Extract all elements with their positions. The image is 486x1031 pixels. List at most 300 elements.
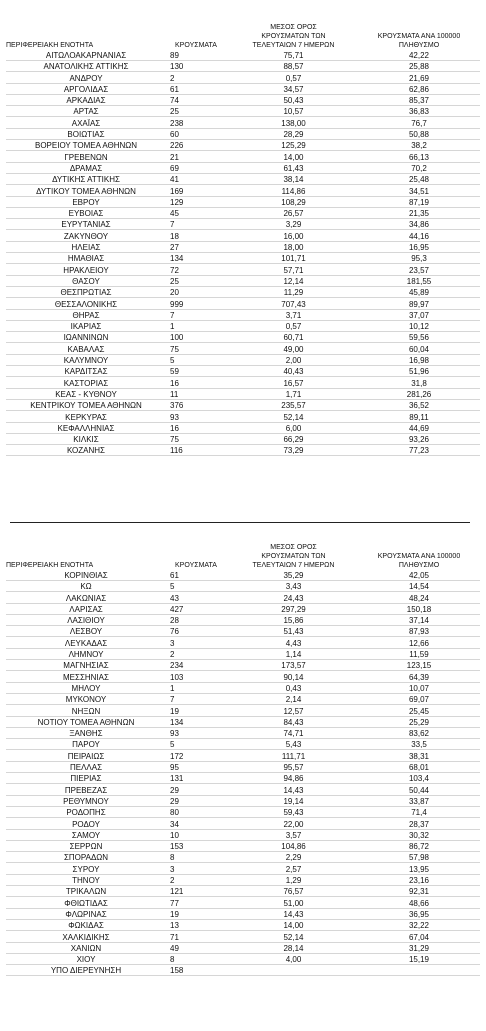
cell-per-100000: 60,04 xyxy=(408,344,430,354)
table-row xyxy=(6,400,480,411)
cell-cases: 2 xyxy=(170,650,175,660)
cell-cases: 19 xyxy=(170,706,179,716)
cell-per-100000: 123,15 xyxy=(406,661,432,671)
cell-cases: 234 xyxy=(170,661,184,671)
cell-per-100000: 68,01 xyxy=(408,763,430,773)
table-row xyxy=(6,796,480,807)
table-row xyxy=(6,106,480,117)
cell-7day-average: 57,71 xyxy=(283,265,304,275)
cell-region: ΛΕΣΒΟΥ xyxy=(69,627,103,637)
table-row xyxy=(6,751,480,762)
cell-cases: 7 xyxy=(170,220,175,230)
cell-7day-average: 4,00 xyxy=(285,955,302,965)
header-region: ΠΕΡΙΦΕΡΕΙΑΚΗ ΕΝΟΤΗΤΑ xyxy=(6,42,94,49)
cell-per-100000: 25,88 xyxy=(408,62,430,72)
cell-region: ΝΗΞΩΝ xyxy=(71,706,101,716)
cell-7day-average: 3,71 xyxy=(285,310,302,320)
cell-7day-average: 6,00 xyxy=(285,423,302,433)
table-row xyxy=(6,332,480,343)
table-row xyxy=(6,604,480,615)
table-row xyxy=(6,581,480,592)
table-row xyxy=(6,954,480,965)
table-row xyxy=(6,118,480,129)
cell-region: ΒΟΡΕΙΟΥ ΤΟΜΕΑ ΑΘΗΝΩΝ xyxy=(34,141,138,151)
cell-per-100000: 50,88 xyxy=(408,130,430,140)
cell-cases: 28 xyxy=(170,616,179,626)
cell-per-100000: 66,13 xyxy=(408,152,430,162)
cell-region: ΚΩ xyxy=(80,582,92,592)
cell-per-100000: 42,05 xyxy=(408,571,430,580)
cell-per-100000: 57,98 xyxy=(408,853,430,863)
table-row xyxy=(6,321,480,332)
table-row xyxy=(6,412,480,423)
table-row xyxy=(6,389,480,400)
cell-7day-average: 2,57 xyxy=(285,864,302,874)
cell-per-100000: 25,48 xyxy=(408,175,430,185)
table-row xyxy=(6,638,480,649)
cell-cases: 19 xyxy=(170,909,179,919)
cell-region: ΔΡΑΜΑΣ xyxy=(69,163,103,173)
cell-region: ΑΝΔΡΟΥ xyxy=(69,73,103,83)
table-row xyxy=(6,852,480,863)
cell-per-100000: 37,14 xyxy=(408,616,430,626)
cell-7day-average: 173,57 xyxy=(281,661,306,671)
cell-region: ΔΥΤΙΚΟΥ ΤΟΜΕΑ ΑΘΗΝΩΝ xyxy=(36,186,136,196)
cell-7day-average: 18,00 xyxy=(283,243,304,253)
cell-cases: 61 xyxy=(170,84,179,94)
table-row xyxy=(6,445,480,456)
cell-cases: 93 xyxy=(170,729,179,739)
cell-cases: 13 xyxy=(170,921,179,931)
cell-7day-average: 2,29 xyxy=(285,853,302,863)
cell-per-100000: 14,54 xyxy=(408,582,430,592)
cell-per-100000: 93,26 xyxy=(408,435,430,445)
table-row xyxy=(6,886,480,897)
cell-region: ΚΑΣΤΟΡΙΑΣ xyxy=(63,378,109,388)
cell-region: ΠΙΕΡΙΑΣ xyxy=(70,774,102,784)
cell-per-100000: 37,07 xyxy=(408,310,430,320)
header-7day-average: ΜΕΣΟΣ ΟΡΟΣ ΚΡΟΥΣΜΑΤΩΝ ΤΩΝ ΤΕΛΕΥΤΑΙΩΝ 7 ΗΜΕΡΩΝ xyxy=(252,24,335,49)
cell-7day-average: 5,43 xyxy=(285,740,302,750)
table-row xyxy=(6,265,480,276)
cell-region: ΕΒΡΟΥ xyxy=(72,197,100,207)
cell-cases: 74 xyxy=(170,96,179,106)
cell-region: ΚΑΡΔΙΤΣΑΣ xyxy=(64,367,108,377)
cell-per-100000: 86,72 xyxy=(408,842,430,852)
cell-7day-average: 2,14 xyxy=(285,695,302,705)
cell-per-100000: 103,4 xyxy=(408,774,430,784)
cell-region: ΘΕΣΠΡΩΤΙΑΣ xyxy=(60,288,112,298)
cell-per-100000: 23,57 xyxy=(408,265,430,275)
cell-cases: 69 xyxy=(170,163,179,173)
cell-7day-average: 14,00 xyxy=(283,152,304,162)
cell-cases: 3 xyxy=(170,864,175,874)
table-row xyxy=(6,615,480,626)
cell-7day-average: 95,57 xyxy=(283,763,304,773)
cell-per-100000: 10,12 xyxy=(408,322,430,332)
table-row xyxy=(6,231,480,242)
cell-cases: 29 xyxy=(170,785,179,795)
cell-7day-average: 38,14 xyxy=(283,175,304,185)
cell-per-100000: 33,87 xyxy=(408,796,430,806)
table-row xyxy=(6,649,480,660)
cell-7day-average: 26,57 xyxy=(283,209,304,219)
cell-per-100000: 31,29 xyxy=(408,943,430,953)
cell-7day-average: 14,43 xyxy=(283,909,304,919)
cell-7day-average: 51,43 xyxy=(283,627,304,637)
table-1 xyxy=(6,8,480,457)
cell-cases: 77 xyxy=(170,898,179,908)
cell-per-100000: 13,95 xyxy=(408,864,430,874)
table-row xyxy=(6,276,480,287)
cell-7day-average: 50,43 xyxy=(283,96,304,106)
table-row xyxy=(6,242,480,253)
cell-per-100000: 76,7 xyxy=(411,118,427,128)
cell-cases: 27 xyxy=(170,243,179,253)
cell-region: ΜΑΓΝΗΣΙΑΣ xyxy=(63,661,109,671)
cell-7day-average: 125,29 xyxy=(281,141,306,151)
table-row xyxy=(6,909,480,920)
cell-7day-average: 76,57 xyxy=(283,887,304,897)
cell-per-100000: 83,62 xyxy=(408,729,430,739)
table-row xyxy=(6,717,480,728)
cell-cases: 18 xyxy=(170,231,179,241)
cell-region: ΦΩΚΙΔΑΣ xyxy=(68,921,104,931)
cell-7day-average: 12,57 xyxy=(283,706,304,716)
table-row xyxy=(6,434,480,445)
table-row xyxy=(6,898,480,909)
cell-per-100000: 16,95 xyxy=(408,243,430,253)
cell-region: ΙΚΑΡΙΑΣ xyxy=(70,322,102,332)
cell-region: ΚΕΦΑΛΛΗΝΙΑΣ xyxy=(57,423,115,433)
cell-7day-average: 104,86 xyxy=(281,842,306,852)
cell-7day-average: 90,14 xyxy=(283,672,304,682)
cell-per-100000: 281,26 xyxy=(406,389,432,399)
table-row xyxy=(6,841,480,852)
cell-7day-average: 28,29 xyxy=(283,130,304,140)
table-row xyxy=(6,310,480,321)
table-row xyxy=(6,773,480,784)
cell-per-100000: 31,8 xyxy=(411,378,427,388)
cell-per-100000: 89,11 xyxy=(409,412,429,422)
table-row xyxy=(6,140,480,151)
cell-region: ΚΟΡΙΝΘΙΑΣ xyxy=(64,571,108,580)
cell-cases: 134 xyxy=(170,254,184,264)
cell-cases: 29 xyxy=(170,796,179,806)
cell-per-100000: 33,5 xyxy=(411,740,427,750)
table-row xyxy=(6,186,480,197)
cell-7day-average: 0,57 xyxy=(285,322,302,332)
cell-per-100000: 89,97 xyxy=(408,299,430,309)
cell-per-100000: 71,4 xyxy=(411,808,427,818)
cell-cases: 89 xyxy=(170,51,179,60)
cell-per-100000: 44,16 xyxy=(408,231,430,241)
cell-cases: 16 xyxy=(170,378,179,388)
cell-cases: 71 xyxy=(170,932,179,942)
cell-cases: 1 xyxy=(170,322,175,332)
cell-region: ΗΜΑΘΙΑΣ xyxy=(67,254,105,264)
cell-region: ΚΕΑΣ - ΚΥΘΝΟΥ xyxy=(55,389,117,399)
cell-cases: 80 xyxy=(170,808,179,818)
cell-per-100000: 64,39 xyxy=(408,672,430,682)
cell-7day-average: 16,00 xyxy=(283,231,304,241)
cell-7day-average: 74,71 xyxy=(283,729,304,739)
cell-cases: 2 xyxy=(170,73,175,83)
table-row xyxy=(6,830,480,841)
table-row xyxy=(6,570,480,581)
cell-cases: 131 xyxy=(170,774,184,784)
cell-7day-average: 111,71 xyxy=(281,751,306,761)
cell-region: ΑΧΑΪΑΣ xyxy=(71,118,101,128)
cell-7day-average: 0,43 xyxy=(285,683,302,693)
table-row xyxy=(6,253,480,264)
cell-cases: 172 xyxy=(170,751,184,761)
cell-region: ΘΑΣΟΥ xyxy=(72,276,100,286)
cell-cases: 25 xyxy=(170,276,179,286)
cell-7day-average: 49,00 xyxy=(283,344,304,354)
cell-per-100000: 38,2 xyxy=(411,141,427,151)
cell-region: ΔΥΤΙΚΗΣ ΑΤΤΙΚΗΣ xyxy=(52,175,120,185)
cell-7day-average: 22,00 xyxy=(283,819,304,829)
cell-region: ΣΥΡΟΥ xyxy=(72,864,100,874)
cell-7day-average: 1,14 xyxy=(285,650,302,660)
cell-region: ΣΕΡΡΩΝ xyxy=(69,842,103,852)
cell-per-100000: 36,52 xyxy=(408,401,430,411)
cell-region: ΘΕΣΣΑΛΟΝΙΚΗΣ xyxy=(54,299,118,309)
cell-cases: 158 xyxy=(170,966,184,976)
table-row xyxy=(6,920,480,931)
cell-per-100000: 25,29 xyxy=(408,717,430,727)
row-divider xyxy=(6,975,480,976)
cell-cases: 7 xyxy=(170,695,175,705)
cell-cases: 5 xyxy=(170,356,175,366)
cell-per-100000: 50,44 xyxy=(408,785,430,795)
table-row xyxy=(6,152,480,163)
section-divider xyxy=(10,522,470,523)
cell-7day-average: 0,57 xyxy=(285,73,302,83)
cell-per-100000: 95,3 xyxy=(411,254,427,264)
cell-per-100000: 44,69 xyxy=(408,423,430,433)
cell-region: ΑΡΚΑΔΙΑΣ xyxy=(66,96,106,106)
cell-region: ΜΗΛΟΥ xyxy=(71,683,101,693)
table-2 xyxy=(6,536,480,977)
cell-per-100000: 11,59 xyxy=(409,650,429,660)
cell-region: ΕΥΡΥΤΑΝΙΑΣ xyxy=(61,220,111,230)
table-row xyxy=(6,95,480,106)
cell-region: ΧΙΟΥ xyxy=(76,955,96,965)
cell-7day-average: 73,29 xyxy=(283,446,304,456)
cell-per-100000: 87,19 xyxy=(408,197,430,207)
cell-per-100000: 32,22 xyxy=(408,921,430,931)
cell-per-100000: 85,37 xyxy=(408,96,430,106)
cell-7day-average: 3,29 xyxy=(285,220,302,230)
cell-region: ΚΟΖΑΝΗΣ xyxy=(66,446,106,456)
cell-7day-average: 114,86 xyxy=(281,186,306,196)
table-2-header xyxy=(6,536,480,570)
cell-7day-average: 94,86 xyxy=(283,774,304,784)
cell-region: ΠΕΛΛΑΣ xyxy=(69,763,103,773)
cell-7day-average: 108,29 xyxy=(281,197,306,207)
row-divider xyxy=(6,455,480,456)
cell-cases: 45 xyxy=(170,209,179,219)
cell-7day-average: 60,71 xyxy=(283,333,304,343)
cell-region: ΥΠΟ ΔΙΕΡΕΥΝΗΣΗ xyxy=(50,966,122,976)
table-1-body xyxy=(6,50,480,457)
cell-region: ΚΕΡΚΥΡΑΣ xyxy=(65,412,107,422)
cell-region: ΣΑΜΟΥ xyxy=(71,830,101,840)
cell-region: ΝΟΤΙΟΥ ΤΟΜΕΑ ΑΘΗΝΩΝ xyxy=(37,717,135,727)
cell-per-100000: 42,22 xyxy=(408,51,430,60)
table-row xyxy=(6,355,480,366)
cell-per-100000: 21,69 xyxy=(408,73,430,83)
cell-cases: 8 xyxy=(170,853,175,863)
cell-per-100000: 70,2 xyxy=(411,163,427,173)
cell-7day-average: 3,43 xyxy=(285,582,302,592)
cell-per-100000: 34,86 xyxy=(408,220,430,230)
cell-cases: 75 xyxy=(170,344,179,354)
cell-region: ΤΗΝΟΥ xyxy=(72,876,100,886)
cell-cases: 376 xyxy=(170,401,184,411)
cell-cases: 1 xyxy=(170,683,175,693)
cell-cases: 76 xyxy=(170,627,179,637)
table-row xyxy=(6,965,480,976)
cell-7day-average: 35,29 xyxy=(283,571,304,580)
cell-region: ΛΑΡΙΣΑΣ xyxy=(69,604,103,614)
cell-region: ΦΛΩΡΙΝΑΣ xyxy=(65,909,107,919)
cell-region: ΑΝΑΤΟΛΙΚΗΣ ΑΤΤΙΚΗΣ xyxy=(43,62,129,72)
table-row xyxy=(6,762,480,773)
cell-per-100000: 77,23 xyxy=(408,446,430,456)
header-region: ΠΕΡΙΦΕΡΕΙΑΚΗ ΕΝΟΤΗΤΑ xyxy=(6,562,94,569)
cell-7day-average: 59,43 xyxy=(283,808,304,818)
cell-cases: 169 xyxy=(170,186,184,196)
table-row xyxy=(6,208,480,219)
table-row xyxy=(6,344,480,355)
cell-7day-average: 28,14 xyxy=(283,943,304,953)
cell-per-100000: 23,16 xyxy=(408,876,430,886)
cell-cases: 11 xyxy=(170,389,179,399)
cell-7day-average: 3,57 xyxy=(285,830,302,840)
cell-per-100000: 87,93 xyxy=(408,627,430,637)
cell-per-100000: 12,66 xyxy=(408,638,430,648)
cell-region: ΠΕΙΡΑΙΩΣ xyxy=(67,751,105,761)
table-row xyxy=(6,299,480,310)
cell-cases: 75 xyxy=(170,435,179,445)
table-row xyxy=(6,864,480,875)
cell-per-100000: 48,66 xyxy=(408,898,430,908)
header-cases: ΚΡΟΥΣΜΑΤΑ xyxy=(175,562,217,569)
table-row xyxy=(6,593,480,604)
table-row xyxy=(6,197,480,208)
cell-per-100000: 36,83 xyxy=(408,107,430,117)
cell-7day-average: 16,57 xyxy=(283,378,304,388)
cell-cases: 130 xyxy=(170,62,184,72)
cell-region: ΘΗΡΑΣ xyxy=(72,310,100,320)
cell-region: ΡΟΔΟΠΗΣ xyxy=(66,808,106,818)
cell-per-100000: 16,98 xyxy=(408,356,430,366)
cell-7day-average: 14,43 xyxy=(283,785,304,795)
table-row xyxy=(6,73,480,84)
table-row xyxy=(6,219,480,230)
cell-7day-average: 12,14 xyxy=(283,276,304,286)
cell-region: ΡΟΔΟΥ xyxy=(72,819,100,829)
cell-per-100000: 48,24 xyxy=(408,593,430,603)
cell-per-100000: 45,89 xyxy=(408,288,430,298)
cell-7day-average: 1,29 xyxy=(285,876,302,886)
cell-7day-average: 10,57 xyxy=(283,107,304,117)
cell-region: ΕΥΒΟΙΑΣ xyxy=(68,209,104,219)
cell-per-100000: 10,07 xyxy=(408,683,430,693)
cell-per-100000: 28,37 xyxy=(408,819,430,829)
cell-cases: 100 xyxy=(170,333,184,343)
cell-7day-average: 84,43 xyxy=(283,717,304,727)
cell-cases: 153 xyxy=(170,842,184,852)
cell-7day-average: 75,71 xyxy=(283,51,304,60)
cell-cases: 427 xyxy=(170,604,184,614)
cell-cases: 72 xyxy=(170,265,179,275)
header-cases-per-100000: ΚΡΟΥΣΜΑΤΑ ΑΝΑ 100000 ΠΛΗΘΥΣΜΟ xyxy=(377,33,461,49)
table-row xyxy=(6,50,480,61)
cell-cases: 103 xyxy=(170,672,184,682)
cell-per-100000: 92,31 xyxy=(408,887,430,897)
cell-cases: 8 xyxy=(170,955,175,965)
table-row xyxy=(6,129,480,140)
cell-7day-average: 297,29 xyxy=(281,604,306,614)
cell-per-100000: 25,45 xyxy=(408,706,430,716)
cell-cases: 226 xyxy=(170,141,184,151)
cell-cases: 61 xyxy=(170,571,179,580)
cell-cases: 93 xyxy=(170,412,179,422)
cell-region: ΗΛΕΙΑΣ xyxy=(71,243,101,253)
table-row xyxy=(6,672,480,683)
cell-7day-average: 101,71 xyxy=(281,254,306,264)
cell-cases: 60 xyxy=(170,130,179,140)
cell-cases: 5 xyxy=(170,582,175,592)
cell-region: ΛΕΥΚΑΔΑΣ xyxy=(64,638,108,648)
table-row xyxy=(6,163,480,174)
cell-cases: 43 xyxy=(170,593,179,603)
cell-7day-average: 15,86 xyxy=(283,616,304,626)
cell-7day-average: 11,29 xyxy=(283,288,304,298)
cell-7day-average: 4,43 xyxy=(285,638,302,648)
cell-cases: 59 xyxy=(170,367,179,377)
cell-per-100000: 36,95 xyxy=(408,909,430,919)
cell-cases: 21 xyxy=(170,152,179,162)
table-row xyxy=(6,785,480,796)
cell-region: ΧΑΛΚΙΔΙΚΗΣ xyxy=(62,932,110,942)
cell-7day-average: 235,57 xyxy=(281,401,306,411)
cell-region: ΒΟΙΩΤΙΑΣ xyxy=(67,130,105,140)
cell-region: ΦΘΙΩΤΙΔΑΣ xyxy=(64,898,108,908)
cell-7day-average: 707,43 xyxy=(281,299,306,309)
cell-region: ΖΑΚΥΝΘΟΥ xyxy=(63,231,109,241)
cell-region: ΣΠΟΡΑΔΩΝ xyxy=(63,853,109,863)
cell-cases: 49 xyxy=(170,943,179,953)
cell-region: ΜΥΚΟΝΟΥ xyxy=(65,695,107,705)
cell-per-100000: 150,18 xyxy=(406,604,432,614)
cell-cases: 121 xyxy=(170,887,184,897)
cell-cases: 41 xyxy=(170,175,179,185)
cell-cases: 25 xyxy=(170,107,179,117)
cell-region: ΤΡΙΚΑΛΩΝ xyxy=(65,887,107,897)
cell-7day-average: 138,00 xyxy=(281,118,306,128)
cell-region: ΧΑΝΙΩΝ xyxy=(70,943,102,953)
cell-region: ΛΑΣΙΘΙΟΥ xyxy=(67,616,105,626)
cell-cases: 3 xyxy=(170,638,175,648)
cell-region: ΑΡΓΟΛΙΔΑΣ xyxy=(63,84,109,94)
cell-region: ΓΡΕΒΕΝΩΝ xyxy=(64,152,108,162)
cell-per-100000: 67,04 xyxy=(408,932,430,942)
